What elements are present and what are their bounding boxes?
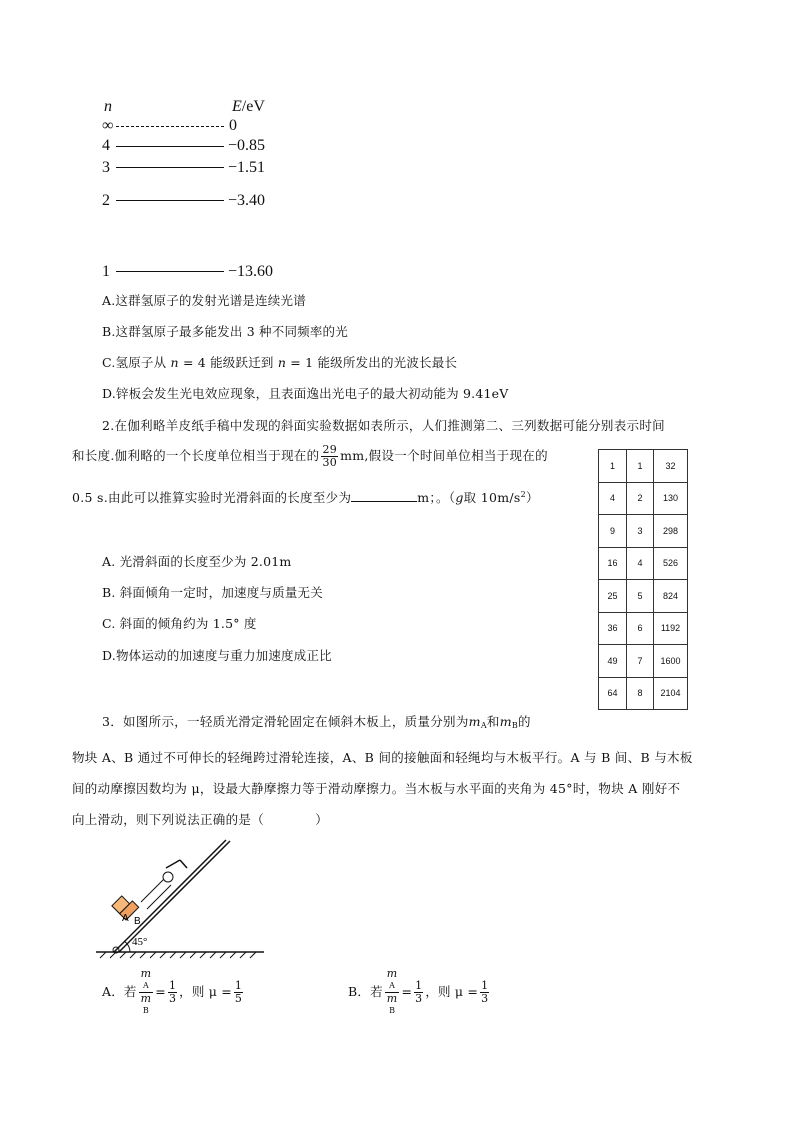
level-label-1: 1 [102, 263, 110, 280]
level-line-2 [116, 200, 224, 201]
q2-stem-line3: 0.5 s.由此可以推算实验时光滑斜面的长度至少为 m；。（g取 $10m/s^2$） [72, 490, 539, 505]
q1-option-c: C.氢原子从 n = 4 能级跃迁到 n = 1 能级所发出的光波长最长 [102, 355, 458, 370]
energy-axis-label: E/eV [232, 98, 265, 115]
table-row [599, 677, 688, 710]
level-label-3: 3 [102, 159, 110, 176]
table-cell: 32 [654, 450, 688, 483]
q1-option-a: A.这群氢原子的发射光谱是连续光谱 [102, 293, 306, 308]
table-cell: 2104 [654, 677, 688, 710]
q2-stem-line2: 和长度.伽利略的一个长度单位相当于现在的 $\frac{29}{30}$ mm,假设一个时间单位相当于现在的 [72, 443, 548, 469]
table-row [599, 580, 688, 613]
galileo-data-table [598, 449, 688, 710]
table-cell: 7 [627, 645, 654, 678]
pulley-icon [163, 872, 173, 882]
table-cell: 9 [599, 515, 627, 548]
angle-label: 45° [132, 936, 148, 948]
n-axis-label: n [104, 98, 112, 115]
q1-option-b: B.这群氢原子最多能发出 3 种不同频率的光 [102, 324, 348, 339]
table-cell: 130 [654, 482, 688, 515]
level-energy-2: −3.40 [228, 192, 266, 209]
table-cell: 1 [627, 450, 654, 483]
table-cell: 824 [654, 580, 688, 613]
level-line-3 [116, 167, 224, 168]
table-cell: 2 [627, 482, 654, 515]
answer-blank[interactable] [351, 489, 417, 502]
table-row [599, 450, 688, 483]
table-cell: 49 [599, 645, 627, 678]
q3-stem-line1: 3．如图所示，一轻质光滑定滑轮固定在倾斜木板上，质量分别为$m_A$和$m_B$的 [102, 714, 531, 730]
q2-option-c: C. 斜面的倾角约为 1.5° 度 [102, 616, 257, 631]
q2-option-a: A. 光滑斜面的长度至少为 2.01m [102, 554, 292, 569]
rope-lower [147, 885, 171, 909]
level-energy-1: −13.60 [228, 263, 274, 280]
q3-stem-line2: 物块 A、B 通过不可伸长的轻绳跨过滑轮连接，A、B 间的接触面和轻绳均与木板平行。A 与 B 间、B 与木板 [72, 750, 693, 765]
table-cell: 4 [599, 482, 627, 515]
level-energy-inf: 0 [229, 117, 237, 134]
q3-stem-line3: 间的动摩擦因数均为 μ，设最大静摩擦力等于滑动摩擦力。当木板与水平面的夹角为 45°时，物块 A 刚好不 [72, 781, 681, 796]
level-label-4: 4 [102, 137, 110, 154]
q3-option-b: B．若 m A m B = $\frac{1}{3}$ ，则 μ = $\frac{1}{3}$ [348, 967, 489, 1015]
table-cell: 6 [627, 612, 654, 645]
ground-hatching [100, 952, 256, 958]
block-b-label: B [134, 916, 141, 927]
level-energy-3: −1.51 [228, 159, 266, 176]
table-cell: 1600 [654, 645, 688, 678]
bracket [166, 860, 180, 868]
level-label-inf: ∞ [102, 117, 114, 134]
q2-stem-line1: 2.在伽利略羊皮纸手稿中发现的斜面实验数据如表所示，人们推测第二、三列数据可能分别表示时间 [102, 418, 665, 433]
table-cell: 3 [627, 515, 654, 548]
table-cell: 1 [599, 450, 627, 483]
table-row [599, 645, 688, 678]
table-cell: 298 [654, 515, 688, 548]
block-a-label: A [122, 913, 129, 924]
length-unit-fraction: $\frac{29}{30}$ [322, 443, 338, 469]
table-row [599, 482, 688, 515]
table-cell: 5 [627, 580, 654, 613]
level-line-4 [116, 146, 224, 147]
bracket-post [180, 860, 187, 868]
table-cell: 25 [599, 580, 627, 613]
q1-option-d: D.锌板会发生光电效应现象，且表面逸出光电子的最大初动能为 9.41eV [102, 386, 509, 401]
level-energy-4: −0.85 [228, 137, 266, 154]
board-bottom [114, 840, 226, 952]
q3-option-a: A．若 m A m B = $\frac{1}{3}$ ，则 μ = $\frac{1}{5}$ [102, 967, 243, 1015]
table-cell: 4 [627, 547, 654, 580]
table-cell: 1192 [654, 612, 688, 645]
table-cell: 526 [654, 547, 688, 580]
q3-stem-line4: 向上滑动，则下列说法正确的是（ ） [72, 812, 329, 827]
incline-figure [96, 832, 268, 960]
level-line-inf [116, 126, 224, 127]
table-cell: 36 [599, 612, 627, 645]
table-cell: 64 [599, 677, 627, 710]
table-row [599, 515, 688, 548]
rope-upper [141, 879, 164, 902]
level-line-1 [116, 271, 224, 272]
table-row [599, 612, 688, 645]
table-row [599, 547, 688, 580]
q2-option-d: D.物体运动的加速度与重力加速度成正比 [102, 648, 332, 663]
table-cell: 8 [627, 677, 654, 710]
level-label-2: 2 [102, 192, 110, 209]
table-cell: 16 [599, 547, 627, 580]
q2-option-b: B. 斜面倾角一定时，加速度与质量无关 [102, 585, 323, 600]
